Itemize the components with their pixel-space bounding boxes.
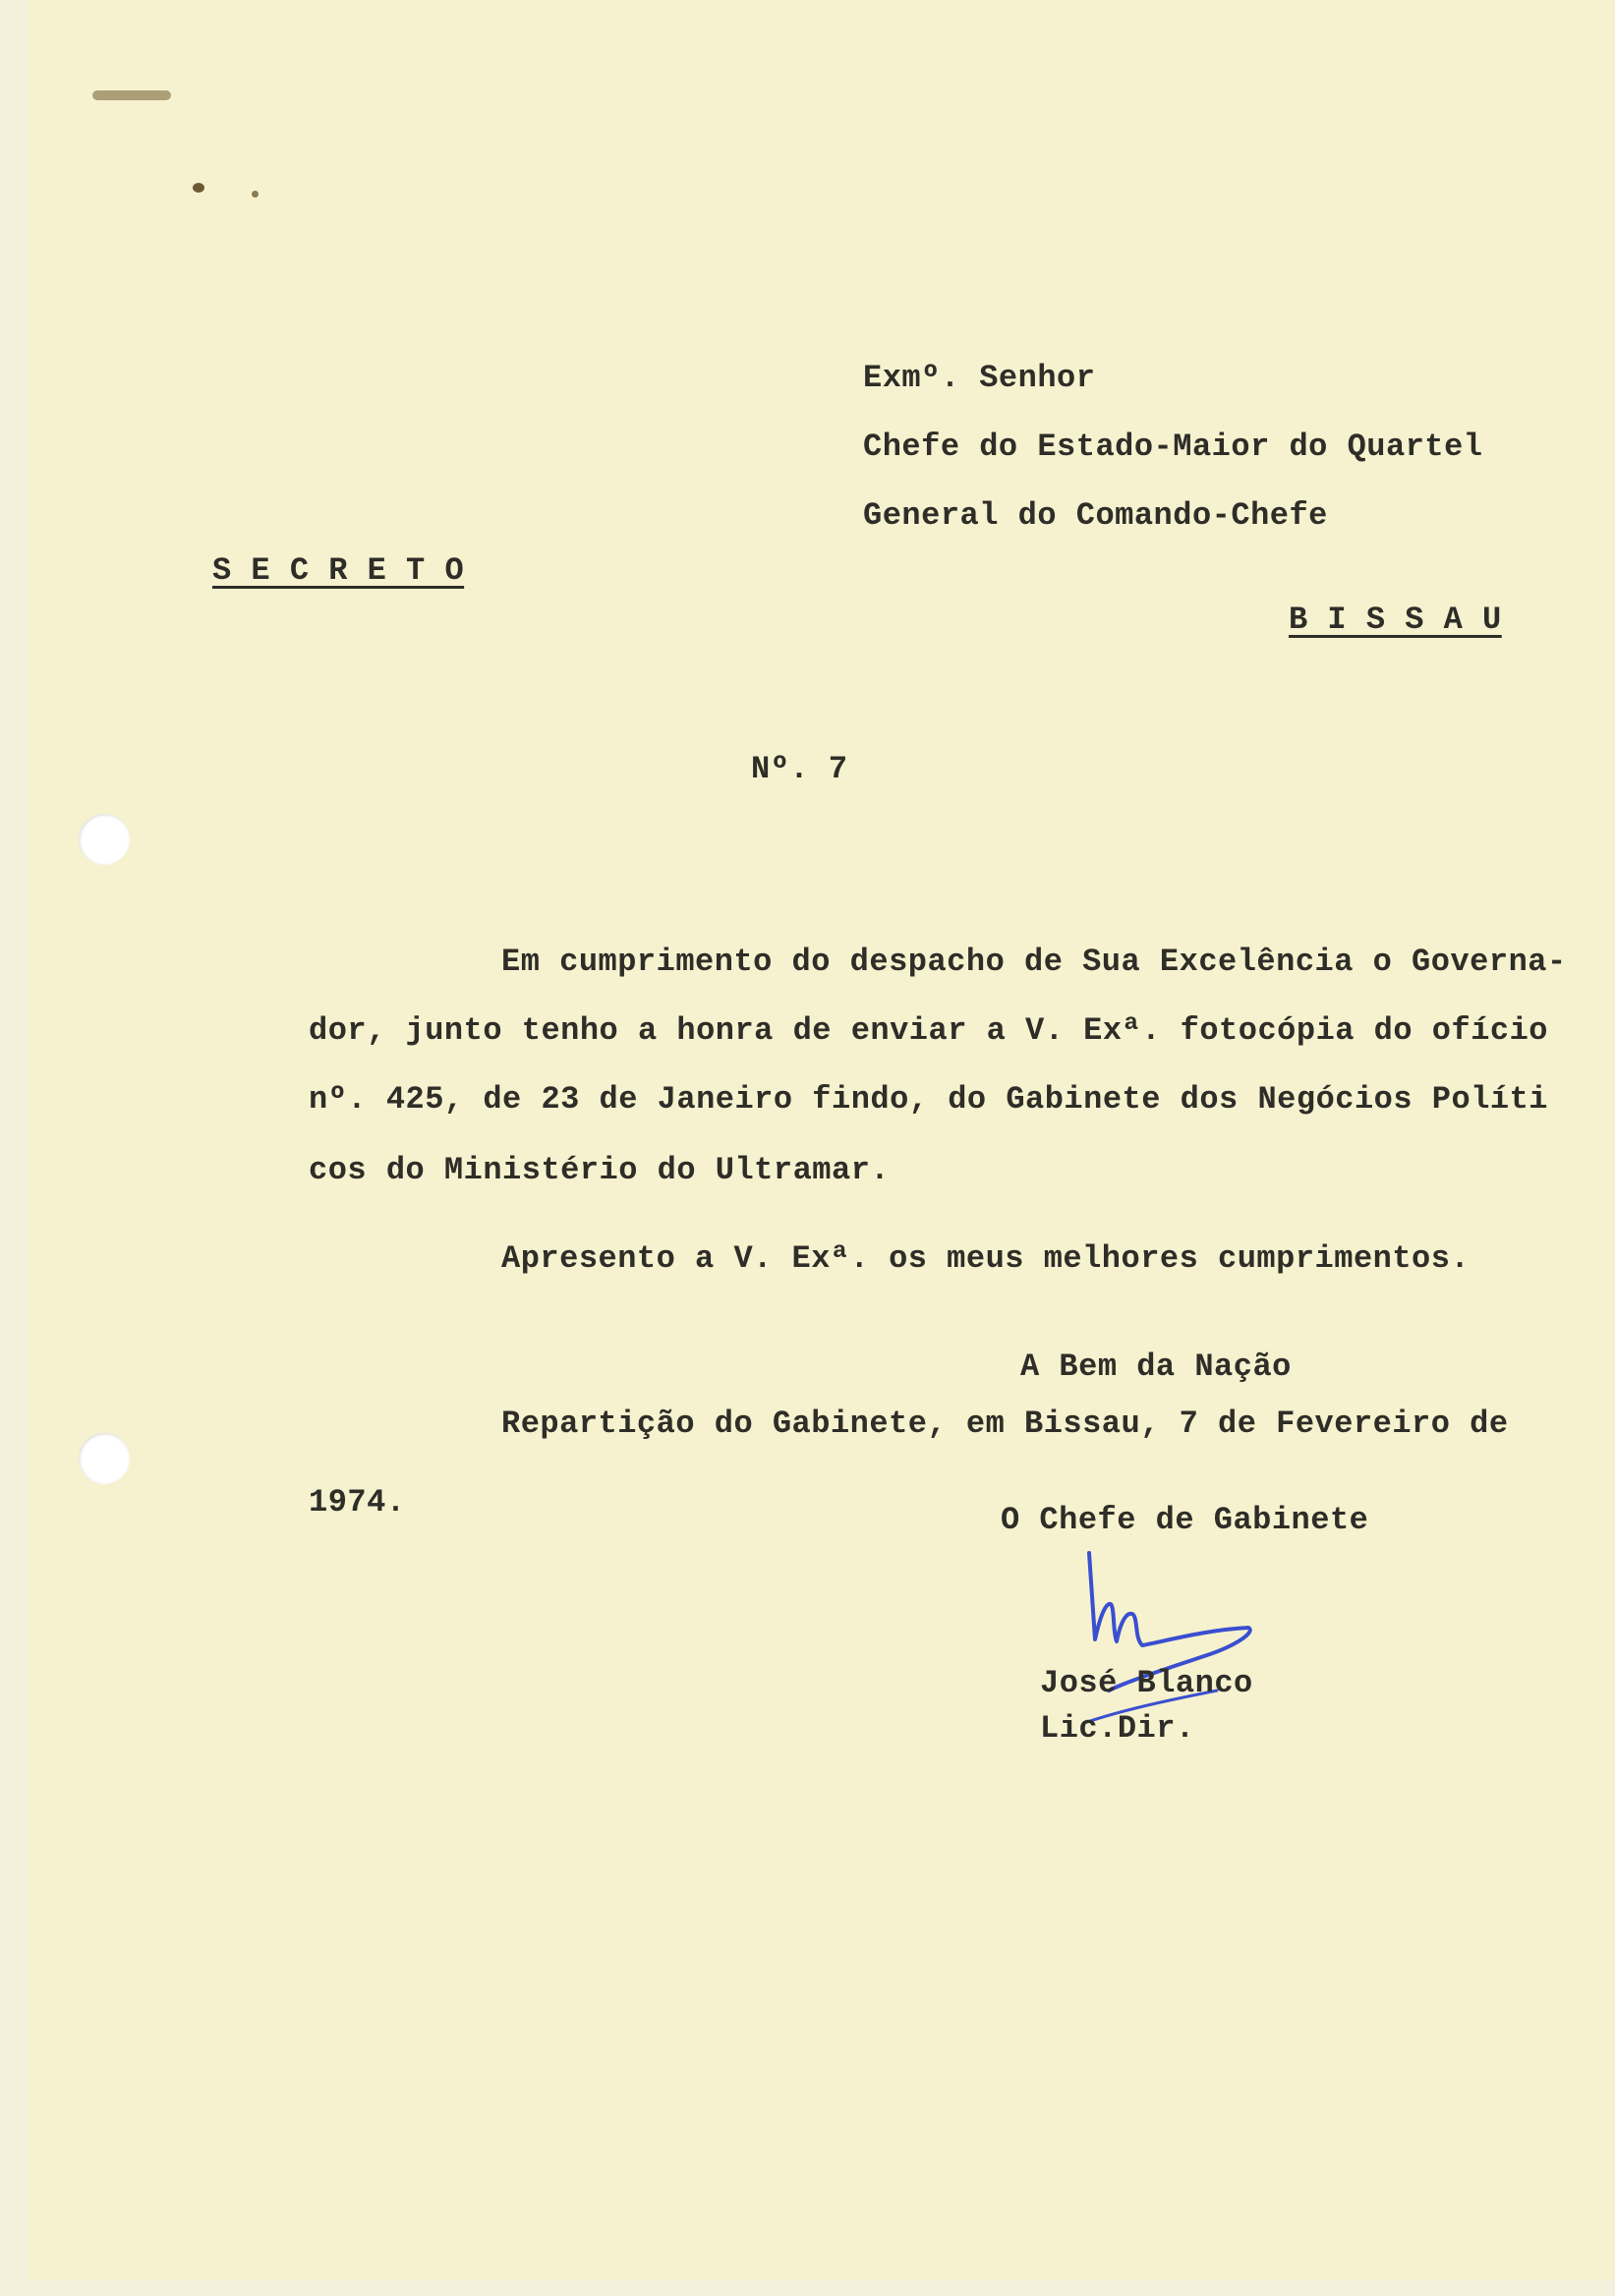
body-line-2: dor, junto tenho a honra de enviar a V. Exª. fotocópia do ofício bbox=[309, 1012, 1548, 1049]
body-line-3: nº. 425, de 23 de Janeiro findo, do Gabinete dos Negócios Políti bbox=[309, 1081, 1548, 1118]
date-year: 1974. bbox=[309, 1484, 406, 1521]
addressee-line-2: Chefe do Estado-Maior do Quartel bbox=[863, 429, 1483, 465]
punch-hole bbox=[79, 1433, 130, 1484]
stain-mark bbox=[193, 183, 204, 193]
document-number: Nº. 7 bbox=[751, 751, 848, 787]
body-paragraph-2: Apresento a V. Exª. os meus melhores cumprimentos. bbox=[501, 1240, 1471, 1277]
classification-secret: S E C R E T O bbox=[212, 552, 465, 589]
body-line-4: cos do Ministério do Ultramar. bbox=[309, 1152, 891, 1188]
body-line-1: Em cumprimento do despacho de Sua Excelência o Governa- bbox=[501, 944, 1567, 980]
staple-mark bbox=[92, 90, 171, 100]
signer-title: Lic.Dir. bbox=[1040, 1710, 1195, 1747]
place-date-line: Repartição do Gabinete, em Bissau, 7 de Fevereiro de bbox=[501, 1406, 1509, 1442]
signer-role: O Chefe de Gabinete bbox=[1001, 1502, 1369, 1538]
addressee-line-3: General do Comando-Chefe bbox=[863, 497, 1328, 534]
stain-mark bbox=[252, 191, 259, 198]
closing-motto: A Bem da Nação bbox=[1020, 1349, 1292, 1385]
addressee-line-1: Exmº. Senhor bbox=[863, 360, 1096, 396]
signer-name: José Blanco bbox=[1040, 1665, 1253, 1701]
addressee-city: B I S S A U bbox=[1289, 602, 1502, 638]
punch-hole bbox=[79, 814, 130, 865]
document-page bbox=[28, 0, 1615, 2280]
